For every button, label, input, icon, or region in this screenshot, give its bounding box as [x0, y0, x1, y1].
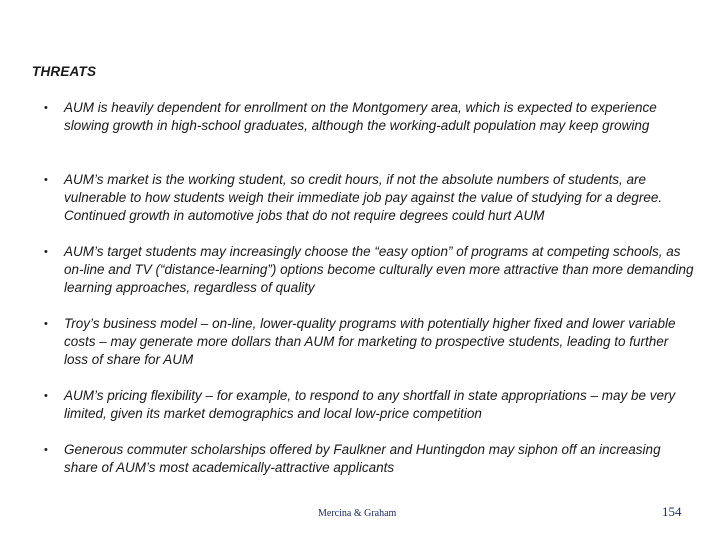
threat-item: [44, 315, 694, 369]
threat-text: Generous commuter scholarships offered by Faulkner and Huntingdon may siphon off an increasing share of AUM’s most academically-attractive applicants: [64, 442, 661, 475]
section-heading: THREATS: [32, 64, 97, 79]
bullet-marker: •: [44, 390, 48, 402]
bullet-marker: •: [44, 444, 48, 456]
threat-text: Troy’s business model – on-line, lower-quality programs with potentially higher fixed and lower variable costs – may generate more dollars than AUM for marketing to prospective students, leading to further loss of share for AUM: [64, 316, 676, 367]
threat-item: [44, 441, 694, 477]
threat-text: AUM’s market is the working student, so credit hours, if not the absolute numbers of students, are vulnerable to how students weigh their immediate job pay against the value of studying for a degree. Continued growth in automotive jobs that do not require degrees could hurt AUM: [64, 172, 663, 223]
threat-item: [44, 171, 694, 225]
page-number: 154: [662, 504, 682, 519]
threat-text: AUM’s pricing flexibility – for example, to respond to any shortfall in state appropriations – may be very limited, given its market demographics and local low-price competition: [64, 388, 676, 421]
footer-author: Mercina & Graham: [318, 508, 397, 519]
bullet-marker: •: [44, 318, 48, 330]
threat-text: AUM’s target students may increasingly choose the “easy option” of programs at competing schools, as on-line and TV (“distance-learning”) options become culturally even more attractive than more demanding learning approaches, regardless of quality: [64, 244, 694, 295]
threat-item: [44, 99, 694, 135]
threat-item: [44, 387, 694, 423]
threat-text: AUM is heavily dependent for enrollment on the Montgomery area, which is expected to experience slowing growth in high-school graduates, although the working-adult population may keep growing: [64, 100, 657, 133]
bullet-marker: •: [44, 246, 48, 258]
bullet-marker: •: [44, 102, 48, 114]
bullet-marker: •: [44, 174, 48, 186]
threat-item: [44, 243, 694, 297]
